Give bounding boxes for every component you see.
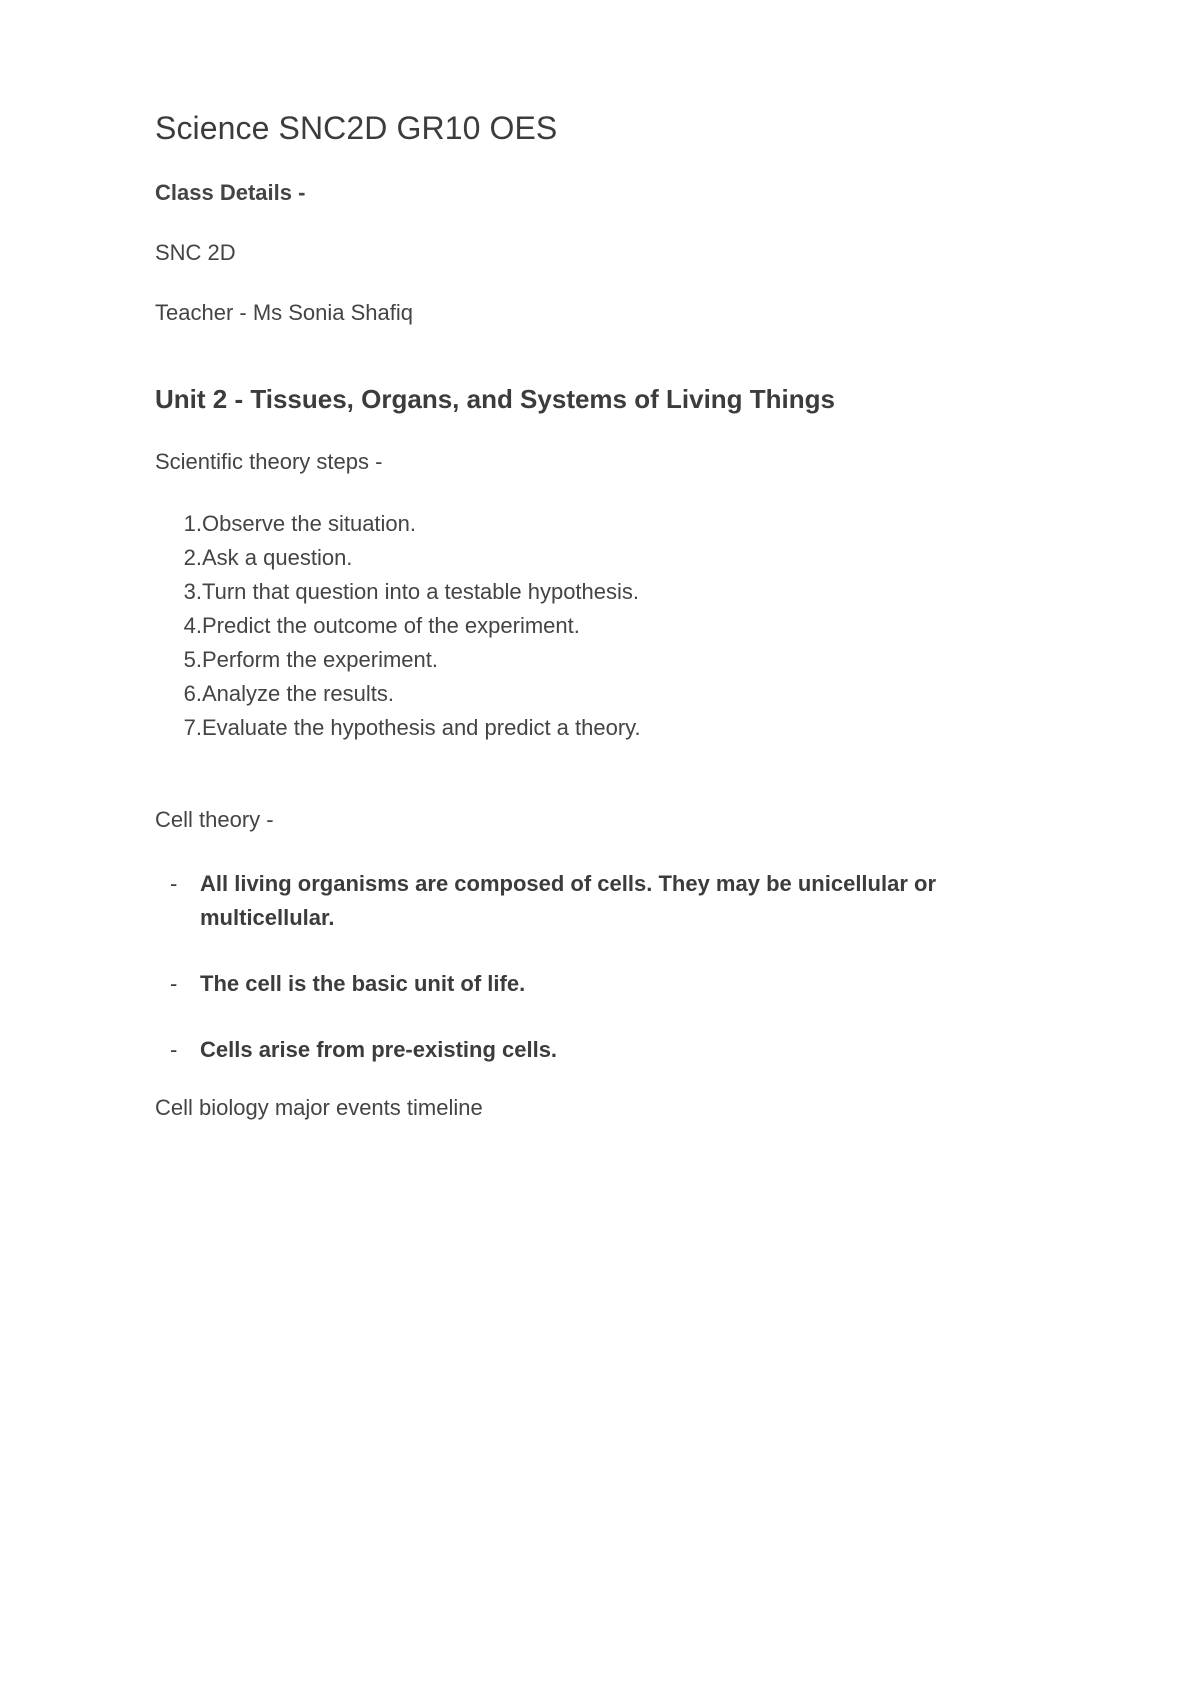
list-number: 7.: [183, 715, 202, 740]
list-item: [155, 609, 1055, 643]
list-number: 4.: [183, 613, 202, 638]
class-details-label: Class Details -: [155, 180, 306, 205]
cell-theory-list: [155, 867, 1055, 1067]
course-code: SNC 2D: [155, 240, 236, 265]
dash-bullet: -: [170, 971, 178, 996]
list-text: All living organisms are composed of cells. They may be unicellular or multicellular.: [200, 871, 937, 930]
list-number: 6.: [183, 681, 202, 706]
list-item: [155, 541, 1055, 575]
list-text: Analyze the results.: [202, 681, 394, 706]
list-text: Evaluate the hypothesis and predict a theory.: [202, 715, 641, 740]
list-text: Predict the outcome of the experiment.: [202, 613, 580, 638]
cell-theory-intro: Cell theory -: [155, 807, 274, 832]
list-number: 1.: [183, 511, 202, 536]
list-item: [155, 575, 1055, 609]
list-text: Perform the experiment.: [202, 647, 438, 672]
list-text: The cell is the basic unit of life.: [200, 971, 526, 996]
list-item: [155, 507, 1055, 541]
document-title: Science SNC2D GR10 OES: [155, 110, 558, 146]
document-content: [155, 108, 1055, 1123]
scientific-steps-list: [155, 507, 1055, 745]
list-number: 3.: [183, 579, 202, 604]
teacher-name: Teacher - Ms Sonia Shafiq: [155, 300, 414, 325]
list-item: [155, 711, 1055, 745]
list-item: [155, 643, 1055, 677]
list-item: [155, 967, 1055, 1001]
list-text: Turn that question into a testable hypothesis.: [202, 579, 640, 604]
list-text: Cells arise from pre-existing cells.: [200, 1037, 558, 1062]
unit-heading: Unit 2 - Tissues, Organs, and Systems of Living Things: [155, 384, 835, 414]
dash-bullet: -: [170, 1037, 178, 1062]
scientific-steps-intro: Scientific theory steps -: [155, 449, 383, 474]
dash-bullet: -: [170, 871, 178, 896]
list-number: 5.: [183, 647, 202, 672]
list-item: [155, 1033, 1055, 1067]
timeline-label: Cell biology major events timeline: [155, 1095, 483, 1120]
list-item: [155, 867, 1055, 935]
list-text: Observe the situation.: [202, 511, 417, 536]
list-number: 2.: [183, 545, 202, 570]
list-item: [155, 677, 1055, 711]
list-text: Ask a question.: [202, 545, 353, 570]
